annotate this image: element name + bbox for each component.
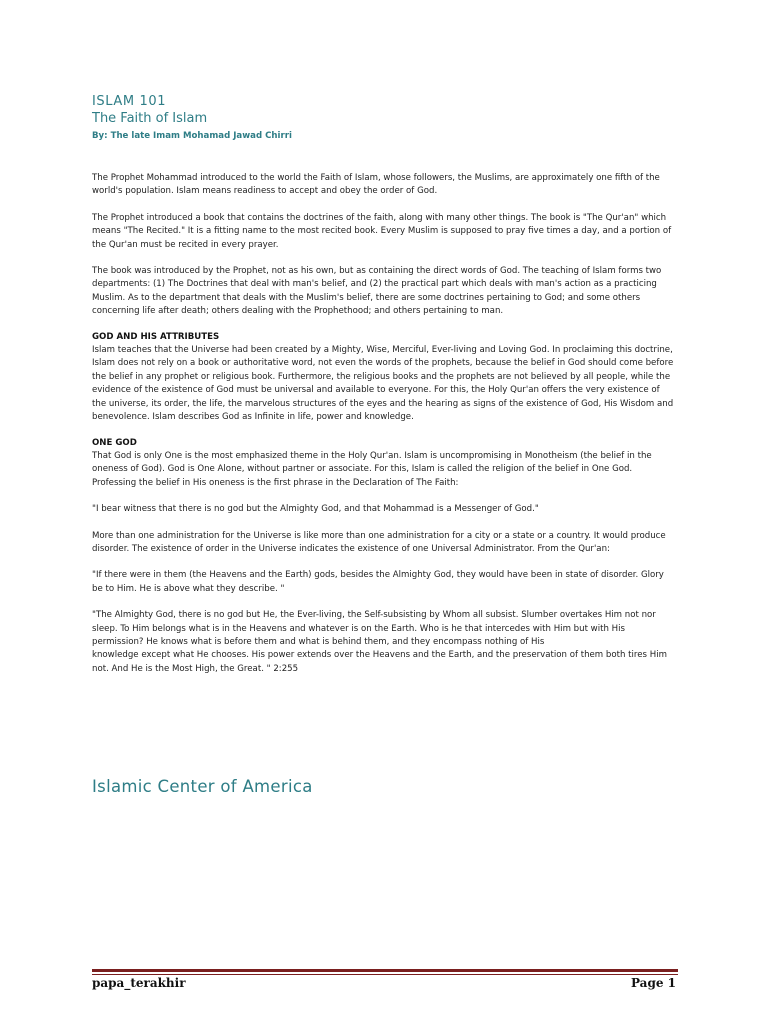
footer-page-number: Page 1 [630,976,676,990]
footer-rule-thick [92,969,678,972]
administration-paragraph: More than one administration for the Universe is like more than one administration for a city or a state or a country. It would produce disorder. The existence of order in the Universe indicates the existence of one Universal Administrator. From the Qur'an: [92,530,666,554]
footer-author: papa_terakhir [92,976,186,990]
footer-rule-thin [92,974,678,975]
document-body [92,93,674,676]
section-text-god: Islam teaches that the Universe had been created by a Mighty, Wise, Merciful, Ever-living and Loving God. In proclaiming this doctrine, Islam does not rely on a book or authoritative word, not even the words of the prophets, because the belief in God should come before the belief in any prophet or religious book. Furthermore, the religious books and the prophets are not believed by all people, while the evidence of the existence of God must be universal and available to everyone. For this, the Holy Qur'an offers the very existence of the universe, its order, the life, the marvelous structures of the eyes and the hearing as signs of the existence of God, His Wisdom and benevolence. Islam describes God as Infinite in life, power and knowledge. [92,345,674,423]
intro-paragraph-1: The Prophet Mohammad introduced to the world the Faith of Islam, whose followers, the Muslims, are approximately one fifth of the world's population. Islam means readiness to accept and obey the order of God. [92,173,660,197]
section-text-one-god: That God is only One is the most emphasized theme in the Holy Qur'an. Islam is uncompromising in Monotheism (the belief in the oneness of God). God is One Alone, without partner or associate. For this, Islam is called the religion of the belief in One God. Professing the belief in His oneness is the first phrase in the Declaration of The Faith: [92,450,652,488]
section-heading-god: GOD AND HIS ATTRIBUTES [92,331,220,342]
intro-paragraph-3: The book was introduced by the Prophet, not as his own, but as containing the direct words of God. The teaching of Islam forms two departments: (1) The Doctrines that deal with man's belief, and (2) the practical part which deals with man's action as a practicing Muslim. As to the department that deals with the Muslim's belief, there are some doctrines pertaining to God; and some others concerning life after death; others dealing with the Prophethood; and others pertaining to man. [92,266,662,317]
document-title: The Faith of Islam [92,111,208,126]
author-byline: By: The late Imam Mohamad Jawad Chirri [92,131,292,141]
section-heading-one-god: ONE GOD [92,437,137,448]
intro-paragraph-2: The Prophet introduced a book that contains the doctrines of the faith, along with many other things. The book is "The Qur'an" which means "The Recited." It is a fitting name to the most recited book. Every Muslim is supposed to pray five times a day, and a portion of the Qur'an must be recited in every prayer. [92,212,672,250]
quran-quote-throne-part1: "The Almighty God, there is no god but He, the Ever-living, the Self-subsisting by Whom all subsist. Slumber overtakes Him not nor sleep. To Him belongs what is in the Heavens and whatever is on the Earth. Who is he that intercedes with Him but with His permission? He knows what is before them and what is behind them, and they encompass nothing of His [92,610,656,647]
declaration-quote: "I bear witness that there is no god but the Almighty God, and that Mohammad is a Messenger of God." [92,504,539,515]
series-title: ISLAM 101 [92,94,167,109]
organization-name: Islamic Center of America [92,777,313,796]
quran-quote-throne-part2: knowledge except what He chooses. His power extends over the Heavens and the Earth, and the preservation of them both tires Him not. And He is the Most High, the Great. " 2:255 [92,650,667,674]
quran-quote-disorder: "If there were in them (the Heavens and the Earth) gods, besides the Almighty God, they would have been in state of disorder. Glory be to Him. He is above what they describe. " [92,570,664,594]
